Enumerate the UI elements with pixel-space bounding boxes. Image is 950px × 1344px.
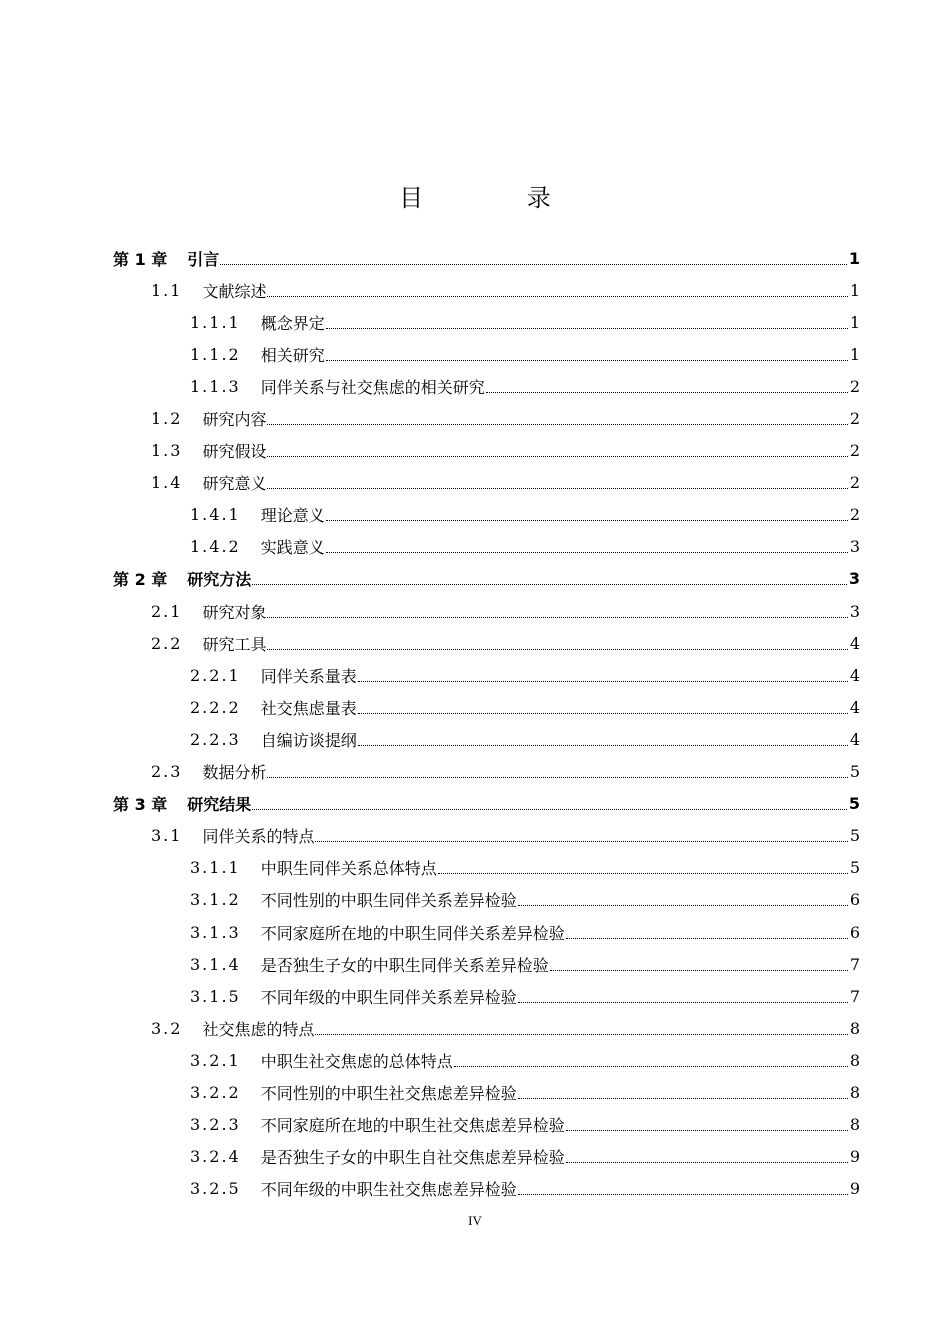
toc-entry-number: 3.1	[151, 826, 183, 846]
toc-entry-page: 9	[849, 1179, 860, 1199]
toc-entry-title: 自编访谈提纲	[260, 730, 357, 750]
toc-entry-title: 研究意义	[202, 474, 267, 494]
toc-entry[interactable]	[113, 659, 860, 691]
dot-leader	[267, 456, 847, 457]
dot-leader	[252, 809, 847, 810]
toc-entry-page: 2	[849, 505, 860, 525]
toc-entry[interactable]	[113, 788, 860, 820]
toc-entry-title: 是否独生子女的中职生同伴关系差异检验	[260, 955, 549, 975]
toc-entry-title: 理论意义	[260, 506, 325, 526]
toc-entry-number: 2.3	[151, 762, 183, 782]
toc-entry-title: 同伴关系的特点	[202, 827, 315, 847]
toc-entry-page: 5	[849, 762, 860, 782]
toc-entry-page: 9	[849, 1147, 860, 1167]
dot-leader	[267, 649, 847, 650]
toc-entry-page: 5	[849, 826, 860, 846]
toc-entry-number: 3.1.1	[190, 858, 241, 878]
dot-leader	[550, 970, 848, 971]
dot-leader	[315, 841, 847, 842]
toc-entry[interactable]	[113, 338, 860, 370]
toc-entry[interactable]	[113, 499, 860, 531]
toc-entry-page: 2	[849, 376, 860, 396]
toc-entry[interactable]	[113, 242, 860, 274]
toc-entry[interactable]	[113, 595, 860, 627]
dot-leader	[326, 360, 848, 361]
dot-leader	[326, 552, 848, 553]
toc-entry-number: 1.4	[151, 473, 183, 493]
toc-entry-title: 同伴关系量表	[260, 666, 357, 686]
dot-leader	[566, 938, 848, 939]
toc-entry-title: 中职生社交焦虑的总体特点	[260, 1051, 453, 1071]
toc-entry[interactable]	[113, 435, 860, 467]
dot-leader	[358, 713, 848, 714]
toc-entry[interactable]	[113, 884, 860, 916]
toc-entry-number: 第 2 章	[113, 570, 168, 590]
toc-entry-title: 研究假设	[202, 442, 267, 462]
page-number: IV	[468, 1213, 482, 1228]
toc-entry-title: 研究内容	[202, 410, 267, 430]
toc-entry[interactable]	[113, 1141, 860, 1173]
toc-entry-title: 不同年级的中职生社交焦虑差异检验	[260, 1180, 517, 1200]
toc-entry-number: 3.2.1	[190, 1050, 241, 1070]
toc-entry-page: 5	[848, 794, 860, 814]
toc-entry-page: 7	[849, 954, 860, 974]
toc-entry[interactable]	[113, 370, 860, 402]
toc-entry[interactable]	[113, 531, 860, 563]
toc-entry-page: 1	[848, 248, 860, 268]
toc-entry-number: 1.1	[151, 280, 183, 300]
toc-entry-title: 相关研究	[260, 345, 325, 365]
toc-entry[interactable]	[113, 1173, 860, 1205]
dot-leader	[267, 296, 847, 297]
toc-entry[interactable]	[113, 852, 860, 884]
toc-entry-number: 3.1.4	[190, 954, 241, 974]
toc-entry-page: 3	[849, 601, 860, 621]
toc-entry-title: 社交焦虑量表	[260, 698, 357, 718]
toc-entry-title: 同伴关系与社交焦虑的相关研究	[260, 377, 485, 397]
toc-entry-page: 8	[849, 1082, 860, 1102]
toc-entry-number: 第 1 章	[113, 249, 168, 269]
dot-leader	[326, 520, 848, 521]
toc-entry-number: 3.1.3	[190, 922, 241, 942]
toc-entry-number: 3.1.2	[190, 890, 241, 910]
toc-entry-number: 第 3 章	[113, 795, 168, 815]
toc-entry-title: 文献综述	[202, 281, 267, 301]
toc-entry-page: 3	[848, 569, 860, 589]
toc-entry-page: 8	[849, 1050, 860, 1070]
dot-leader	[566, 1130, 848, 1131]
toc-entry-title: 引言	[187, 249, 220, 269]
toc-entry-title: 社交焦虑的特点	[202, 1019, 315, 1039]
toc-entry-number: 1.1.3	[190, 376, 241, 396]
dot-leader	[252, 584, 847, 585]
dot-leader	[518, 905, 848, 906]
toc-entry-title: 是否独生子女的中职生自社交焦虑差异检验	[260, 1148, 565, 1168]
toc-entry-page: 1	[849, 312, 860, 332]
dot-leader	[267, 488, 847, 489]
toc-entry-number: 3.1.5	[190, 986, 241, 1006]
toc-entry-title: 不同性别的中职生社交焦虑差异检验	[260, 1083, 517, 1103]
toc-entry-page: 1	[849, 280, 860, 300]
toc-entry-title: 实践意义	[260, 538, 325, 558]
dot-leader	[486, 392, 848, 393]
toc-entry-page: 4	[849, 633, 860, 653]
dot-leader	[518, 1098, 848, 1099]
toc-entry-title: 概念界定	[260, 313, 325, 333]
toc-entry-number: 2.2.3	[190, 729, 241, 749]
toc-entry[interactable]	[113, 306, 860, 338]
toc-entry-title: 不同家庭所在地的中职生同伴关系差异检验	[260, 923, 565, 943]
dot-leader	[438, 873, 848, 874]
toc-entry[interactable]	[113, 1044, 860, 1076]
toc-entry-page: 5	[849, 858, 860, 878]
toc-entry[interactable]	[113, 627, 860, 659]
toc-entry[interactable]	[113, 948, 860, 980]
dot-leader	[315, 1034, 847, 1035]
toc-entry[interactable]	[113, 756, 860, 788]
toc-entry-page: 7	[849, 986, 860, 1006]
toc-entry-page: 6	[849, 922, 860, 942]
dot-leader	[220, 264, 847, 265]
toc-entry-page: 1	[849, 344, 860, 364]
toc-entry-title: 中职生同伴关系总体特点	[260, 859, 437, 879]
toc-title: 目 录	[399, 184, 599, 212]
toc-entry-number: 1.3	[151, 441, 183, 461]
toc-entry-number: 1.1.1	[190, 312, 241, 332]
dot-leader	[454, 1066, 848, 1067]
toc-entry-number: 2.2.1	[190, 665, 241, 685]
toc-entry[interactable]	[113, 1076, 860, 1108]
toc-entry-title: 不同年级的中职生同伴关系差异检验	[260, 987, 517, 1007]
toc-entry-page: 8	[849, 1115, 860, 1135]
toc-entry-page: 2	[849, 409, 860, 429]
toc-entry[interactable]	[113, 691, 860, 723]
toc-entry-title: 不同性别的中职生同伴关系差异检验	[260, 891, 517, 911]
dot-leader	[326, 328, 848, 329]
toc-entry[interactable]	[113, 1012, 860, 1044]
dot-leader	[267, 424, 847, 425]
toc-entry[interactable]	[113, 274, 860, 306]
dot-leader	[566, 1162, 848, 1163]
dot-leader	[518, 1002, 848, 1003]
toc-entry-number: 3.2.2	[190, 1082, 241, 1102]
toc-entry-number: 1.1.2	[190, 344, 241, 364]
toc-entry-page: 4	[849, 729, 860, 749]
toc-entry-number: 3.2.3	[190, 1115, 241, 1135]
dot-leader	[358, 745, 848, 746]
toc-entry-title: 不同家庭所在地的中职生社交焦虑差异检验	[260, 1116, 565, 1136]
toc-entry-number: 1.4.2	[190, 537, 241, 557]
dot-leader	[267, 777, 847, 778]
toc-entry-page: 4	[849, 665, 860, 685]
toc-entry-number: 1.4.1	[190, 505, 241, 525]
toc-entry-number: 2.1	[151, 601, 183, 621]
table-of-contents	[113, 242, 860, 1205]
toc-entry-title: 研究结果	[187, 795, 252, 815]
toc-entry[interactable]	[113, 563, 860, 595]
toc-entry-page: 6	[849, 890, 860, 910]
toc-entry[interactable]	[113, 820, 860, 852]
toc-entry-page: 2	[849, 473, 860, 493]
toc-entry-page: 8	[849, 1018, 860, 1038]
toc-entry-number: 3.2	[151, 1018, 183, 1038]
toc-entry-title: 研究对象	[202, 602, 267, 622]
toc-entry-page: 3	[849, 537, 860, 557]
toc-entry-number: 1.2	[151, 409, 183, 429]
dot-leader	[267, 617, 847, 618]
toc-entry-number: 3.2.4	[190, 1147, 241, 1167]
toc-entry-number: 2.2	[151, 633, 183, 653]
toc-entry[interactable]	[113, 723, 860, 755]
toc-entry[interactable]	[113, 402, 860, 434]
dot-leader	[358, 681, 848, 682]
toc-entry-title: 数据分析	[202, 763, 267, 783]
toc-entry[interactable]	[113, 467, 860, 499]
toc-entry-title: 研究方法	[187, 570, 252, 590]
toc-entry-number: 3.2.5	[190, 1179, 241, 1199]
toc-entry-title: 研究工具	[202, 634, 267, 654]
toc-entry[interactable]	[113, 980, 860, 1012]
toc-entry-page: 2	[849, 441, 860, 461]
toc-entry[interactable]	[113, 1109, 860, 1141]
toc-entry-page: 4	[849, 697, 860, 717]
dot-leader	[518, 1194, 848, 1195]
toc-entry[interactable]	[113, 916, 860, 948]
toc-entry-number: 2.2.2	[190, 697, 241, 717]
